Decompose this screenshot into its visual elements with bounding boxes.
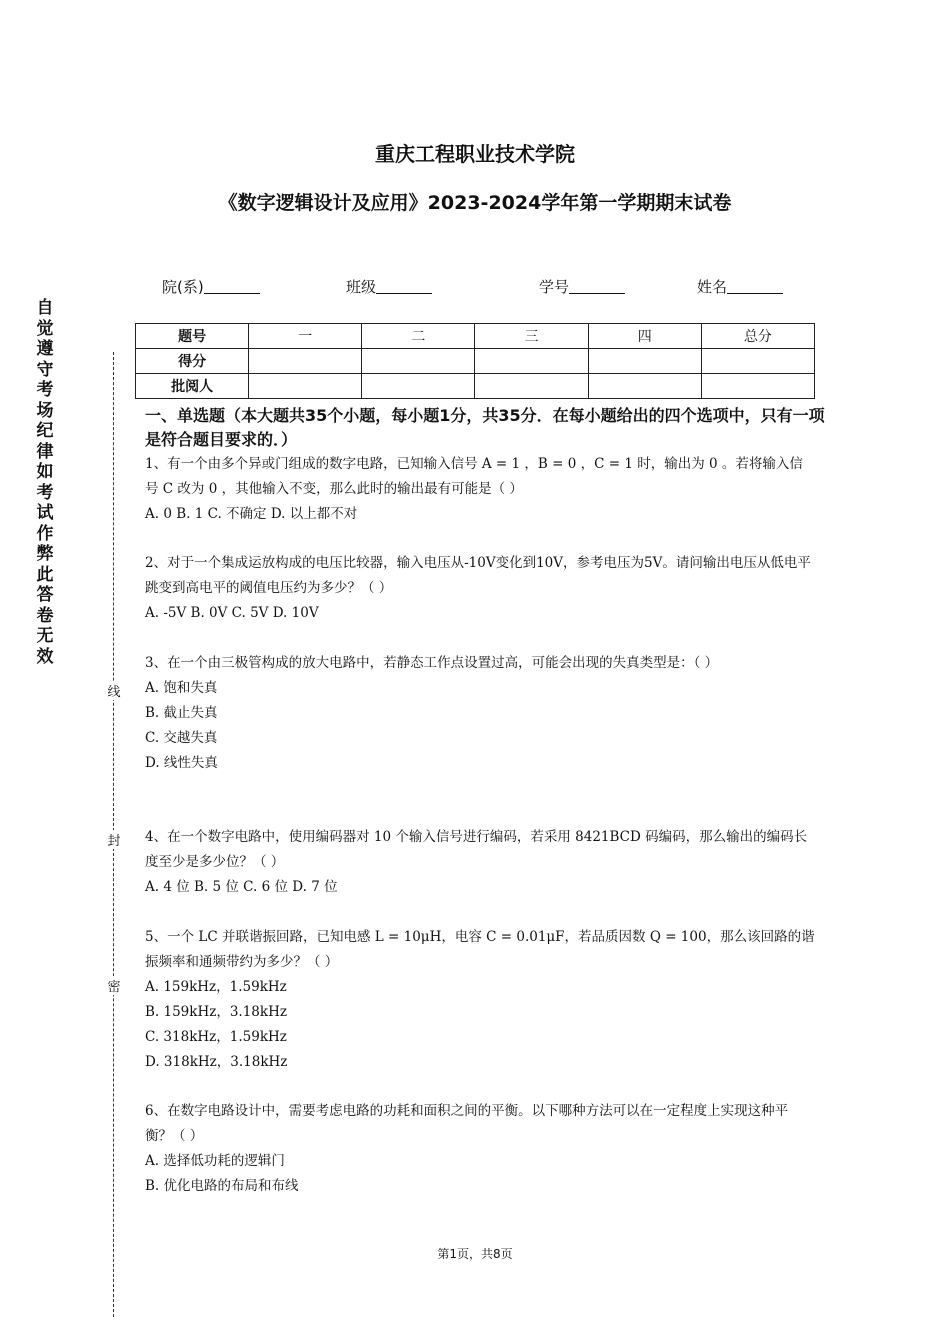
question-stem: 1、有一个由多个异或门组成的数字电路，已知输入信号 A = 1 ，B = 0 ，C = 1 时，输出为 0 。若将输入信号 C 改为 0 ，其他输入不变，那么此时的输出最有可能是（ ） xyxy=(145,456,803,497)
seal-mark-line: 线 xyxy=(104,681,124,700)
name-label: 姓名 xyxy=(697,278,728,296)
header-cell: 二 xyxy=(362,324,475,349)
department-blank[interactable] xyxy=(204,279,260,294)
class-field xyxy=(346,276,432,297)
question-option: A. 4 位 B. 5 位 C. 6 位 D. 7 位 xyxy=(145,879,338,895)
exam-title: 《数字逻辑设计及应用》2023-2024学年第一学期期末试卷 xyxy=(218,192,732,214)
question-option: D. 318kHz，3.18kHz xyxy=(145,1054,288,1070)
question-stem: 3、在一个由三极管构成的放大电路中，若静态工作点设置过高，可能会出现的失真类型是：（ ） xyxy=(145,655,719,671)
grader-row xyxy=(136,374,815,399)
score-cell[interactable] xyxy=(588,349,701,374)
class-blank[interactable] xyxy=(376,279,432,294)
question-option: B. 优化电路的布局和布线 xyxy=(145,1178,299,1194)
question-stem: 4、在一个数字电路中，使用编码器对 10 个输入信号进行编码，若采用 8421BCD 码编码，那么输出的编码长度至少是多少位？（ ） xyxy=(145,829,808,870)
question-6 xyxy=(145,1099,815,1199)
grader-cell[interactable] xyxy=(588,374,701,399)
question-5 xyxy=(145,925,815,1075)
question-option: C. 交越失真 xyxy=(145,730,218,746)
question-option: A. 0 B. 1 C. 不确定 D. 以上都不对 xyxy=(145,506,358,522)
question-2 xyxy=(145,551,815,626)
question-stem: 2、对于一个集成运放构成的电压比较器，输入电压从-10V变化到10V，参考电压为5V。请问输出电压从低电平跳变到高电平的阈值电压约为多少？（ ） xyxy=(145,555,811,596)
header-cell: 题号 xyxy=(136,324,249,349)
page-number: 第1页，共8页 xyxy=(437,1247,513,1261)
student-id-label: 学号 xyxy=(539,278,570,296)
question-stem: 6、在数字电路设计中，需要考虑电路的功耗和面积之间的平衡。以下哪种方法可以在一定程度上实现这种平衡？（ ） xyxy=(145,1103,789,1144)
row-label: 批阅人 xyxy=(136,374,249,399)
section-heading: 一、单选题（本大题共35个小题，每小题1分，共35分．在每小题给出的四个选项中，只有一项是符合题目要求的．） xyxy=(145,406,825,449)
score-table-header-row xyxy=(136,324,815,349)
row-label: 得分 xyxy=(136,349,249,374)
question-3 xyxy=(145,651,815,776)
score-row xyxy=(136,349,815,374)
grader-cell[interactable] xyxy=(249,374,362,399)
question-option: B. 截止失真 xyxy=(145,705,218,721)
score-cell[interactable] xyxy=(249,349,362,374)
department-field xyxy=(162,276,260,297)
seal-mark-close: 密 xyxy=(104,976,124,995)
question-1 xyxy=(145,452,815,527)
class-label: 班级 xyxy=(346,278,377,296)
question-option: C. 318kHz，1.59kHz xyxy=(145,1029,287,1045)
score-table xyxy=(135,323,815,399)
question-4 xyxy=(145,825,815,900)
question-option: A. 选择低功耗的逻辑门 xyxy=(145,1153,285,1169)
question-option: A. 饱和失真 xyxy=(145,680,218,696)
question-option: D. 线性失真 xyxy=(145,755,218,771)
question-option: A. -5V B. 0V C. 5V D. 10V xyxy=(145,605,319,621)
exam-discipline-notice: 自觉遵守考场纪律如考试作弊此答卷无效 xyxy=(36,298,54,667)
grader-cell[interactable] xyxy=(362,374,475,399)
header-cell: 三 xyxy=(475,324,588,349)
score-cell[interactable] xyxy=(475,349,588,374)
student-id-blank[interactable] xyxy=(569,279,625,294)
department-label: 院(系) xyxy=(162,278,204,296)
name-blank[interactable] xyxy=(727,279,783,294)
school-name: 重庆工程职业技术学院 xyxy=(375,142,575,166)
question-option: B. 159kHz，3.18kHz xyxy=(145,1004,287,1020)
name-field xyxy=(697,276,783,297)
question-stem: 5、一个 LC 并联谐振回路，已知电感 L = 10μH，电容 C = 0.01μF，若品质因数 Q = 100，那么该回路的谐振频率和通频带约为多少？（ ） xyxy=(145,929,815,970)
header-cell: 总分 xyxy=(701,324,814,349)
student-id-field xyxy=(539,276,625,297)
grader-cell[interactable] xyxy=(701,374,814,399)
seal-mark-seal: 封 xyxy=(104,830,124,849)
question-option: A. 159kHz，1.59kHz xyxy=(145,979,287,995)
header-cell: 一 xyxy=(249,324,362,349)
score-cell[interactable] xyxy=(701,349,814,374)
grader-cell[interactable] xyxy=(475,374,588,399)
header-cell: 四 xyxy=(588,324,701,349)
score-cell[interactable] xyxy=(362,349,475,374)
